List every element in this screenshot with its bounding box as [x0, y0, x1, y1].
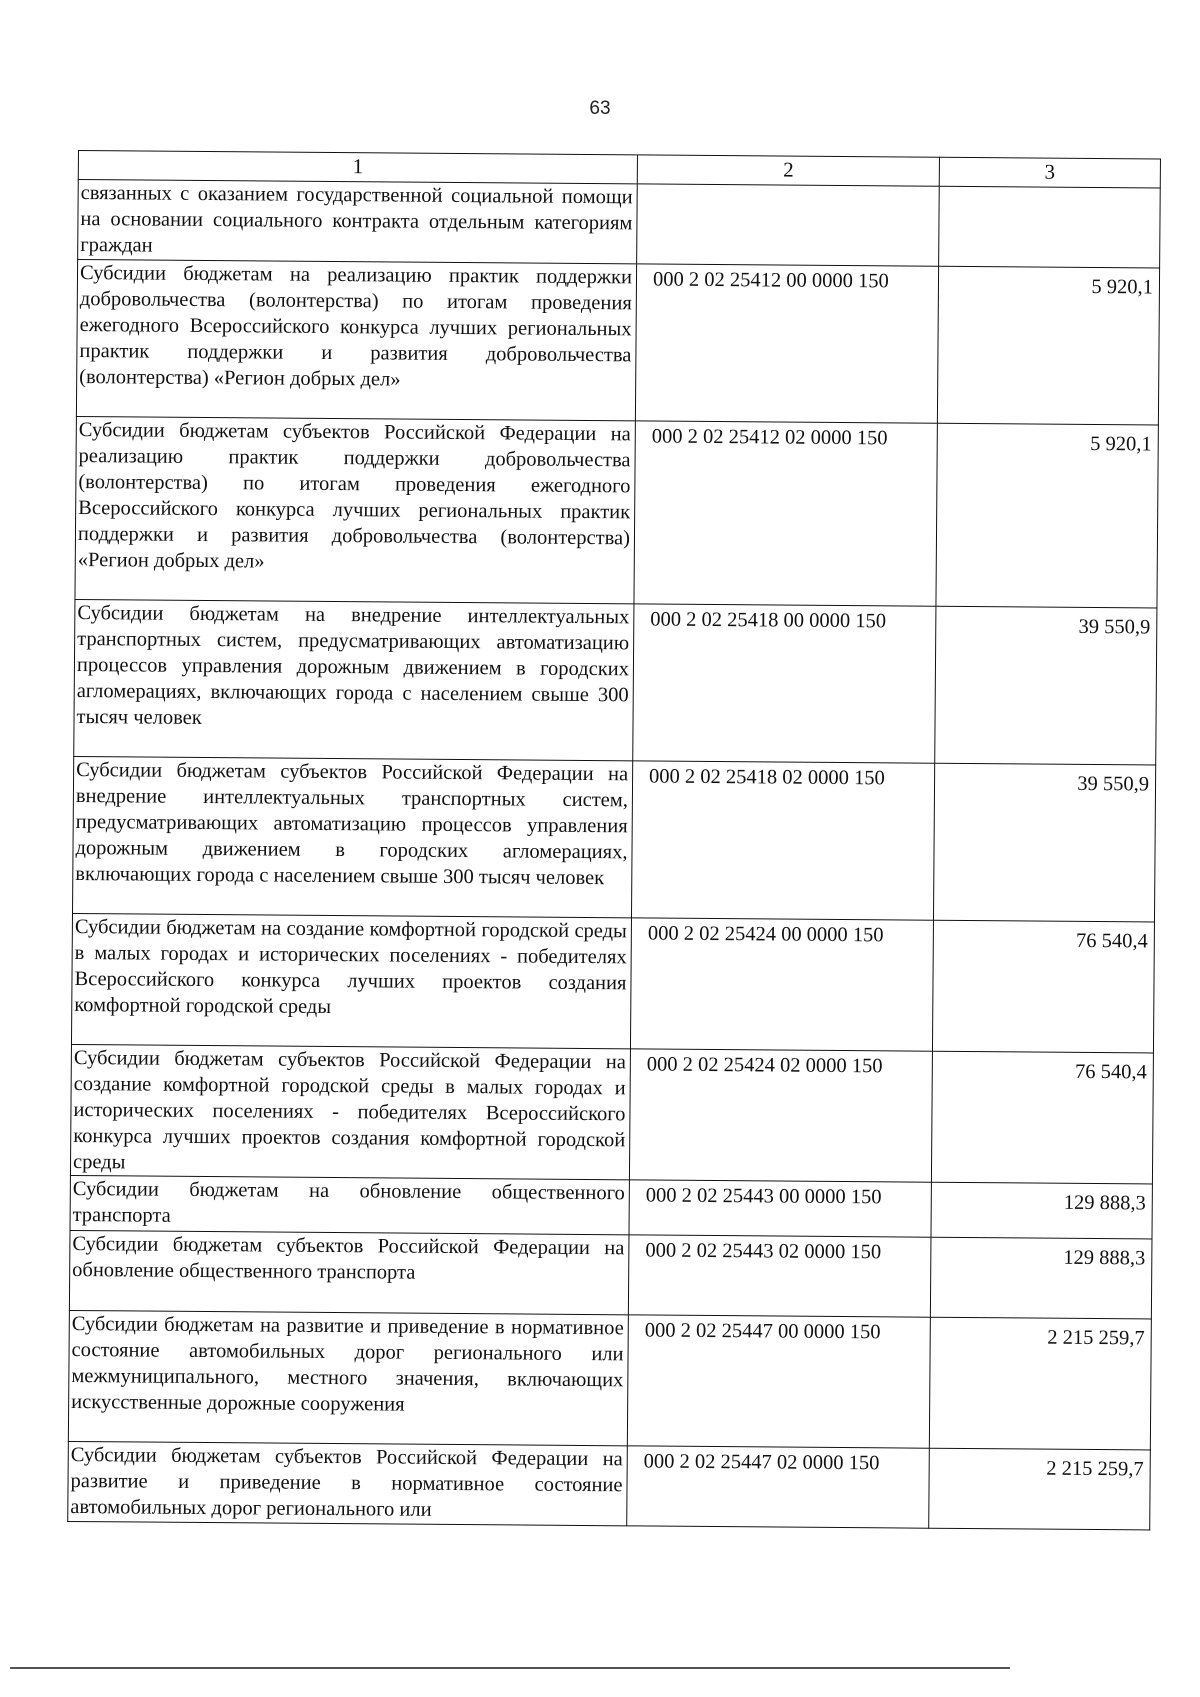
row-amount: 5 920,1 [937, 266, 1159, 425]
row-description: Субсидии бюджетам субъектов Российской Федерации на обновление общественного транспорта [69, 1230, 629, 1314]
row-amount: 76 540,4 [931, 1051, 1153, 1184]
column-header-3: 3 [939, 157, 1160, 188]
row-description: Субсидии бюджетам субъектов Российской Федерации на развитие и приведение в нормативное состояние автомобильных дорог регионального или [68, 1441, 628, 1525]
row-description: Субсидии бюджетам на реализацию практик поддержки добровольчества (волонтерства) по итогам проведения ежегодного Всероссийского конкурса лучших региональных практик поддержки и развития добровольчества (волонтерства) «Регион добрых дел» [76, 260, 636, 421]
row-description: Субсидии бюджетам на обновление общественного транспорта [70, 1175, 629, 1234]
table-body [68, 180, 1161, 1530]
column-header-2: 2 [637, 155, 939, 186]
row-description: Субсидии бюджетам на внедрение интеллектуальных транспортных систем, предусматривающих автоматизацию процессов управления дорожным движением в городских агломерациях, включающих города с населением свыше 300 тысяч человек [74, 599, 634, 760]
table-row [75, 416, 1158, 607]
row-code: 000 2 02 25412 02 0000 150 [634, 421, 937, 606]
table-row [70, 1175, 1152, 1238]
row-description: связанных с оказанием государственной социальной помощи на основании социального контракта отдельным категориям граждан [78, 180, 638, 264]
row-description: Субсидии бюджетам на развитие и приведение в нормативное состояние автомобильных дорог регионального или межмуниципального, местного значения, включающих искусственные дорожные сооружения [68, 1310, 628, 1445]
table-row [74, 599, 1157, 764]
row-code: 000 2 02 25447 02 0000 150 [627, 1446, 930, 1528]
table-row [78, 180, 1161, 268]
row-amount: 39 550,9 [933, 763, 1155, 922]
table-row [71, 913, 1154, 1052]
row-amount [939, 186, 1161, 268]
row-code: 000 2 02 25424 02 0000 150 [629, 1049, 932, 1182]
row-description: Субсидии бюджетам субъектов Российской Федерации на реализацию практик поддержки добровольчества (волонтерства) по итогам проведения ежегодного Всероссийского конкурса лучших региональных практик поддержки и развития добровольчества (волонтерства) «Регион добрых дел» [75, 416, 635, 603]
row-amount: 2 215 259,7 [929, 1448, 1151, 1530]
table-row [68, 1441, 1151, 1529]
row-code: 000 2 02 25418 00 0000 150 [633, 604, 936, 763]
row-code: 000 2 02 25443 00 0000 150 [629, 1180, 931, 1237]
row-code: 000 2 02 25412 00 0000 150 [635, 264, 938, 423]
table-row [76, 260, 1159, 425]
row-code: 000 2 02 25424 00 0000 150 [630, 918, 933, 1051]
row-description: Субсидии бюджетам субъектов Российской Федерации на внедрение интеллектуальных транспортных систем, предусматривающих автоматизацию процессов управления дорожным движением в городских агломерациях, включающих города с населением свыше 300 тысяч человек [73, 756, 633, 917]
row-amount: 129 888,3 [931, 1182, 1152, 1239]
row-amount: 2 215 259,7 [929, 1317, 1151, 1450]
row-code: 000 2 02 25443 02 0000 150 [628, 1235, 931, 1317]
table-row [70, 1044, 1153, 1183]
row-amount: 76 540,4 [932, 920, 1154, 1053]
row-code: 000 2 02 25447 00 0000 150 [627, 1315, 930, 1448]
table-row [68, 1310, 1151, 1449]
budget-revenue-table [67, 150, 1161, 1530]
row-code: 000 2 02 25418 02 0000 150 [631, 761, 934, 920]
row-description: Субсидии бюджетам на создание комфортной городской среды в малых городах и исторических поселениях - победителях Всероссийского конкурса лучших проектов создания комфортной городской среды [71, 913, 631, 1048]
row-code [637, 184, 940, 266]
table-row [73, 756, 1156, 921]
table-row [69, 1230, 1152, 1318]
row-amount: 39 550,9 [935, 606, 1157, 765]
row-description: Субсидии бюджетам субъектов Российской Федерации на создание комфортной городской среды в малых городах и исторических поселениях - победителях Всероссийского конкурса лучших проектов создания комфортной городской среды [70, 1044, 630, 1179]
page-bottom-rule [10, 1667, 1010, 1669]
column-header-1: 1 [78, 151, 637, 184]
row-amount: 129 888,3 [930, 1237, 1152, 1319]
page-number: 63 [589, 98, 611, 119]
row-amount: 5 920,1 [936, 423, 1158, 608]
